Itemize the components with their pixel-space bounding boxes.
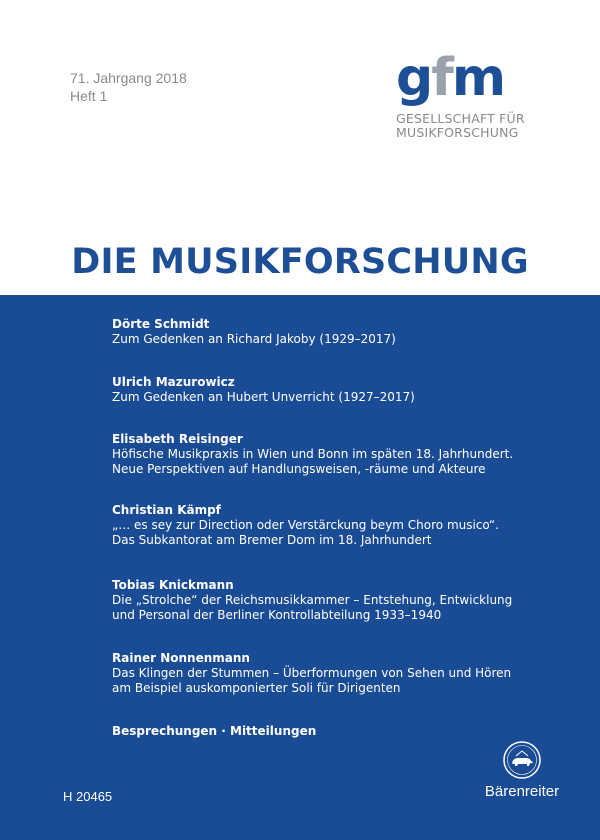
gfm-logo-mark <box>396 48 566 112</box>
article-title-line: am Beispiel auskomponierter Soli für Dirigenten <box>112 681 401 695</box>
article-entry <box>112 432 582 477</box>
article-title-line: Höfische Musikpraxis in Wien und Bonn im späten 18. Jahrhundert. <box>112 447 514 461</box>
article-author: Christian Kämpf <box>112 503 221 517</box>
article-entry <box>112 375 582 405</box>
article-entry <box>112 651 582 696</box>
journal-title: DIE MUSIKFORSCHUNG <box>71 242 529 282</box>
logo-letter-f: f <box>431 48 452 108</box>
article-title-line: Das Subkantorat am Bremer Dom im 18. Jahrhundert <box>112 533 432 547</box>
logo-text-line1: GESELLSCHAFT FÜR <box>396 111 525 126</box>
article-entry <box>112 578 582 623</box>
bear-seal-icon <box>502 740 542 780</box>
issue-info <box>70 69 187 105</box>
article-title-line: Neue Perspektiven auf Handlungsweisen, -räume und Akteure <box>112 462 486 476</box>
publisher-name: Bärenreiter <box>484 783 560 800</box>
gfm-logo <box>396 48 566 140</box>
publisher-logo <box>480 740 564 800</box>
article-title-line: Zum Gedenken an Richard Jakoby (1929–2017) <box>112 332 396 346</box>
article-author: Rainer Nonnenmann <box>112 651 250 665</box>
article-title-line: Zum Gedenken an Hubert Unverricht (1927–2017) <box>112 390 415 404</box>
article-author: Dörte Schmidt <box>112 317 210 331</box>
issue-volume: 71. Jahrgang 2018 <box>70 70 187 86</box>
logo-text-line2: MUSIKFORSCHUNG <box>396 125 519 140</box>
issue-number: Heft 1 <box>70 88 108 104</box>
article-author: Ulrich Mazurowicz <box>112 375 235 389</box>
article-title-line: „… es sey zur Direction oder Verstärckung beym Choro musico“. <box>112 518 499 532</box>
article-entry <box>112 317 582 347</box>
article-author: Tobias Knickmann <box>112 578 234 592</box>
logo-letter-g: g <box>396 48 432 108</box>
article-title-line: und Personal der Berliner Kontrollabteilung 1933–1940 <box>112 608 442 622</box>
logo-letter-m: m <box>451 48 505 108</box>
article-author: Elisabeth Reisinger <box>112 432 243 446</box>
article-title-line: Das Klingen der Stummen – Überformungen von Sehen und Hören <box>112 666 512 680</box>
sections-line: Besprechungen · Mitteilungen <box>112 724 317 738</box>
order-number: H 20465 <box>63 789 113 804</box>
article-entry <box>112 503 582 548</box>
article-title-line: Die „Strolche“ der Reichsmusikkammer – Entstehung, Entwicklung <box>112 593 513 607</box>
